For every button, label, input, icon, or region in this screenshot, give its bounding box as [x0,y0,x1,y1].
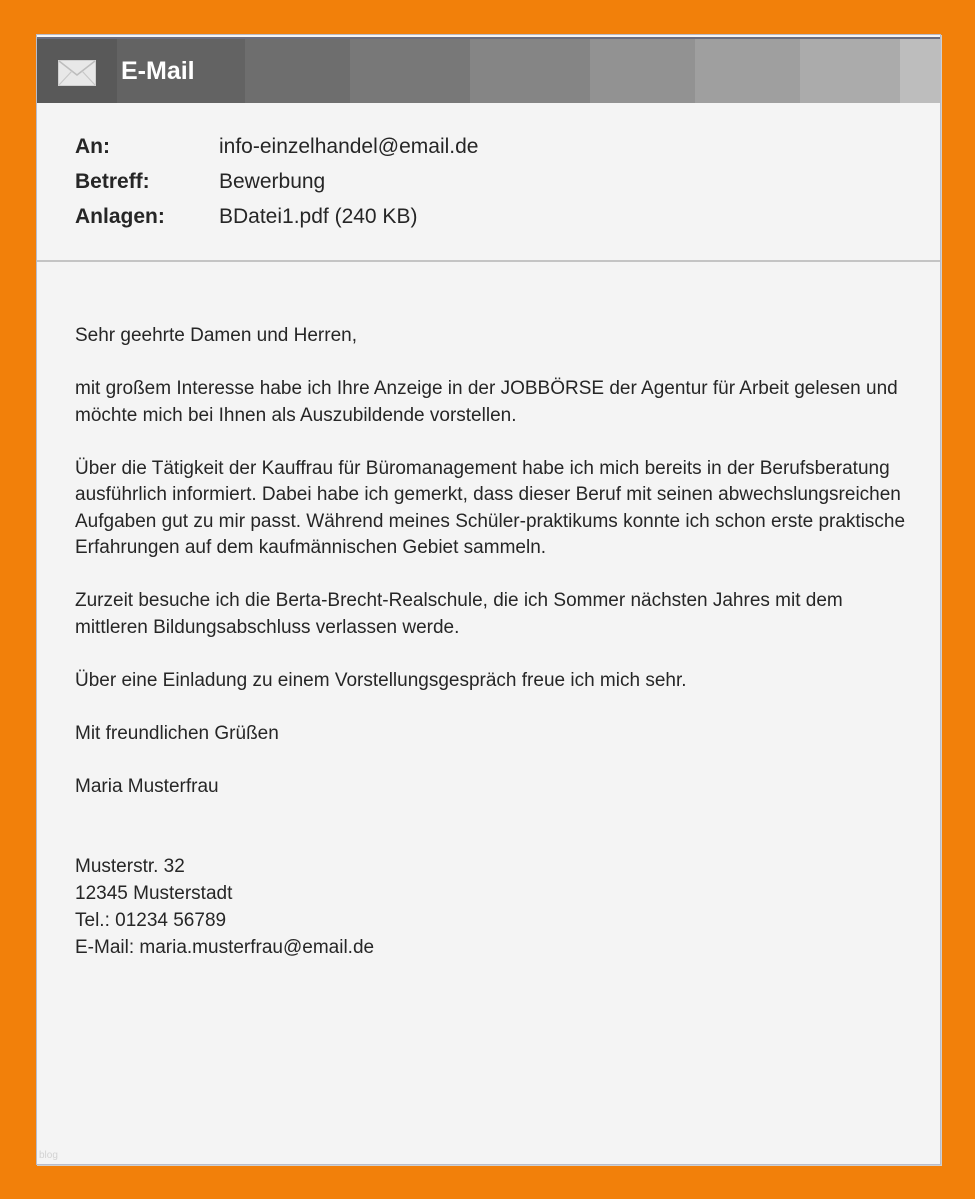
header-segment [900,39,940,103]
attachment-link[interactable]: BDatei1.pdf (240 KB) [219,205,418,228]
header-segment [695,39,800,103]
subject-label: Betreff: [75,170,150,193]
to-row [75,129,478,164]
subject-value[interactable]: Bewerbung [219,170,326,193]
watermark: blog [39,1150,58,1161]
header-segment [800,39,900,103]
signature-city: 12345 Musterstadt [75,883,233,904]
header-divider [37,260,940,262]
to-label: An: [75,135,110,158]
sender-name: Maria Musterfrau [75,775,219,797]
email-header-bar [37,37,940,103]
header-segment [350,39,470,103]
signature-block [75,853,915,961]
email-window [36,34,941,1165]
header-segment [245,39,350,103]
body-paragraph: Über die Tätigkeit der Kauffrau für Büromanagement habe ich mich bereits in der Berufsberatung ausführlich informiert. Dabei habe ich gemerkt, dass dieser Beruf mit seinen abwechslungsreichen Aufgaben gut zu mir passt. Während meines Schüler-praktikums konnte ich schon erste praktische Erfahrungen auf dem kaufmännischen Gebiet sammeln. [75,457,906,558]
email-meta [75,129,478,234]
body-paragraph: Zurzeit besuche ich die Berta-Brecht-Realschule, die ich Sommer nächsten Jahres mit dem mittleren Bildungsabschluss verlassen werde. [75,590,843,638]
envelope-icon [58,60,96,86]
window-title: E-Mail [121,57,195,85]
attachments-row [75,199,478,234]
signature-email[interactable]: E-Mail: maria.musterfrau@email.de [75,937,375,958]
closing: Mit freundlichen Grüßen [75,722,279,744]
header-segment [590,39,695,103]
body-paragraph: mit großem Interesse habe ich Ihre Anzeige in der JOBBÖRSE der Agentur für Arbeit gelesen und möchte mich bei Ihnen als Auszubildende vorstellen. [75,378,898,426]
to-value[interactable]: info-einzelhandel@email.de [219,135,479,158]
body-paragraph: Über eine Einladung zu einem Vorstellungsgespräch freue ich mich sehr. [75,669,687,691]
email-body [75,323,915,961]
greeting: Sehr geehrte Damen und Herren, [75,325,357,346]
signature-phone: Tel.: 01234 56789 [75,910,227,931]
attachments-label: Anlagen: [75,205,165,228]
header-segment [470,39,590,103]
subject-row [75,164,478,199]
signature-street: Musterstr. 32 [75,856,185,877]
